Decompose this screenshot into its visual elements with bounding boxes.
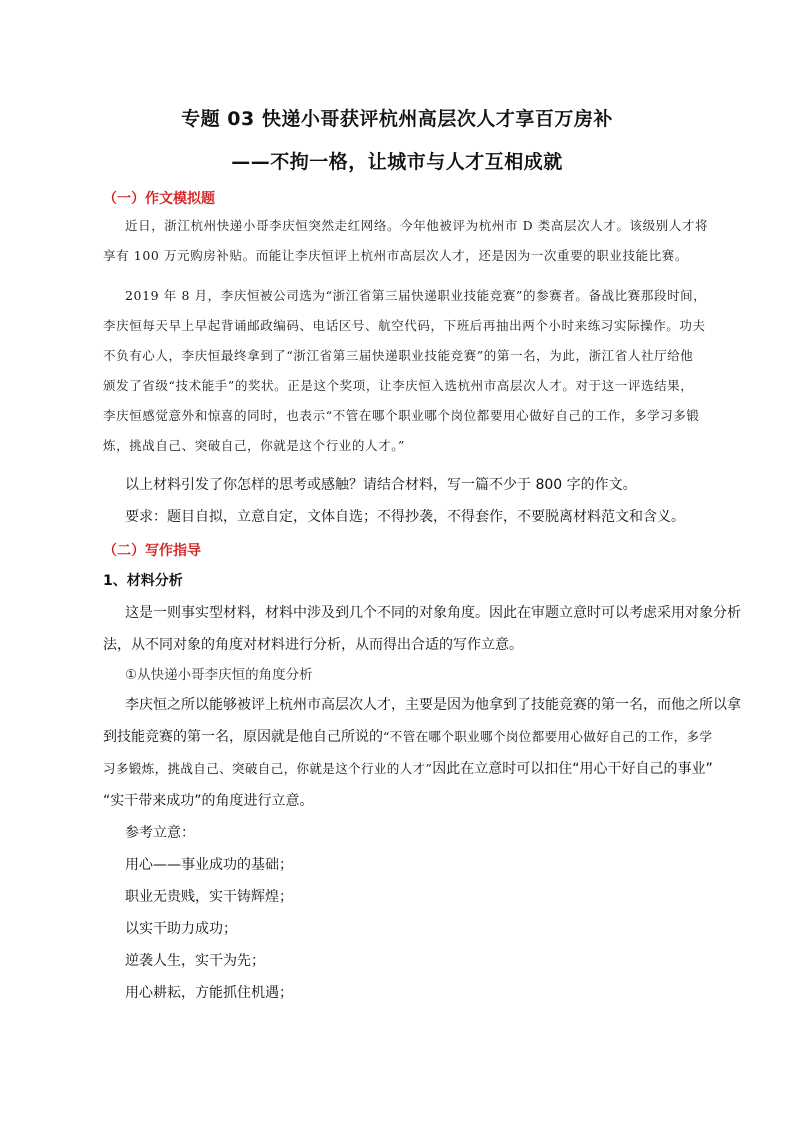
main-title: 专题 03 快递小哥获评杭州高层次人才享百万房补: [181, 108, 613, 130]
angle-text: 因此在立意时可以扣住“用心干好自己的事业”: [432, 761, 713, 777]
essay-prompt: 以上材料引发了你怎样的思考或感触？请结合材料，写一篇不少于 800 字的作文。: [125, 477, 637, 493]
reference-item: 职业无贵贱，实干铸辉煌；: [125, 889, 293, 905]
reference-item: 用心——事业成功的基础；: [125, 857, 293, 873]
reference-item: 逆袭人生，实干为先；: [125, 953, 265, 969]
analysis-line: 法，从不同对象的角度对材料进行分析，从而得出合适的写作立意。: [103, 637, 523, 653]
material-paragraph-line: 2019 年 8 月，李庆恒被公司选为“浙江省第三届快递职业技能竞赛”的参赛者。备战比赛那段时间，: [125, 288, 707, 303]
material-paragraph-line: 李庆恒每天早上早起背诵邮政编码、电话区号、航空代码，下班后再抽出两个小时来练习实际操作。功夫: [103, 318, 706, 333]
angle-heading: ①从快递小哥李庆恒的角度分析: [125, 667, 313, 683]
material-paragraph-line: 享有 100 万元购房补贴。而能让李庆恒评上杭州市高层次人才，还是因为一次重要的职业技能比赛。: [103, 248, 689, 263]
section-heading-guidance: （二）写作指导: [103, 543, 201, 559]
section-heading-prompt: （一）作文模拟题: [103, 191, 215, 207]
angle-paragraph-line: 李庆恒之所以能够被评上杭州市高层次人才，主要是因为他拿到了技能竞赛的第一名，而他之所以拿: [125, 697, 741, 713]
reference-item: 用心耕耘，方能抓住机遇；: [125, 985, 293, 1001]
material-paragraph-line: 不负有心人，李庆恒最终拿到了“浙江省第三届快递职业技能竞赛”的第一名，为此，浙江省人社厅给他: [103, 348, 694, 363]
material-paragraph-line: 李庆恒感觉意外和惊喜的同时，也表示“不管在哪个职业哪个岗位都要用心做好自己的工作，多学习多锻: [103, 408, 700, 423]
reference-item: 以实干助力成功；: [125, 921, 237, 937]
angle-text: 到技能竞赛的第一名，原因就是他自己所说的: [103, 729, 383, 745]
angle-quote: 习多锻炼，挑战自己、突破自己，你就是这个行业的人才”: [103, 761, 433, 776]
angle-paragraph-line: [103, 758, 713, 778]
material-paragraph-line: 近日，浙江杭州快递小哥李庆恒突然走红网络。今年他被评为杭州市 D 类高层次人才。该级别人才将: [125, 218, 709, 233]
essay-requirement: 要求：题目自拟，立意自定，文体自选；不得抄袭，不得套作，不要脱离材料范文和含义。: [125, 509, 685, 525]
subheading-material-analysis: 1、材料分析: [103, 573, 183, 589]
angle-paragraph-line: “实干带来成功”的角度进行立意。: [103, 793, 314, 809]
subtitle: ——不拘一格，让城市与人才互相成就: [231, 151, 563, 173]
angle-quote: “不管在哪个职业哪个岗位都要用心做好自己的工作，多学: [383, 729, 713, 744]
analysis-line: 这是一则事实型材料，材料中涉及到几个不同的对象角度。因此在审题立意时可以考虑采用对象分析: [125, 605, 741, 621]
angle-paragraph-line: [103, 726, 712, 746]
material-paragraph-line: 颁发了省级“技术能手”的奖状。正是这个奖项，让李庆恒入选杭州市高层次人才。对于这一评选结果，: [103, 378, 694, 393]
reference-label: 参考立意：: [125, 825, 195, 841]
material-paragraph-line: 炼，挑战自己、突破自己，你就是这个行业的人才。”: [103, 438, 406, 453]
